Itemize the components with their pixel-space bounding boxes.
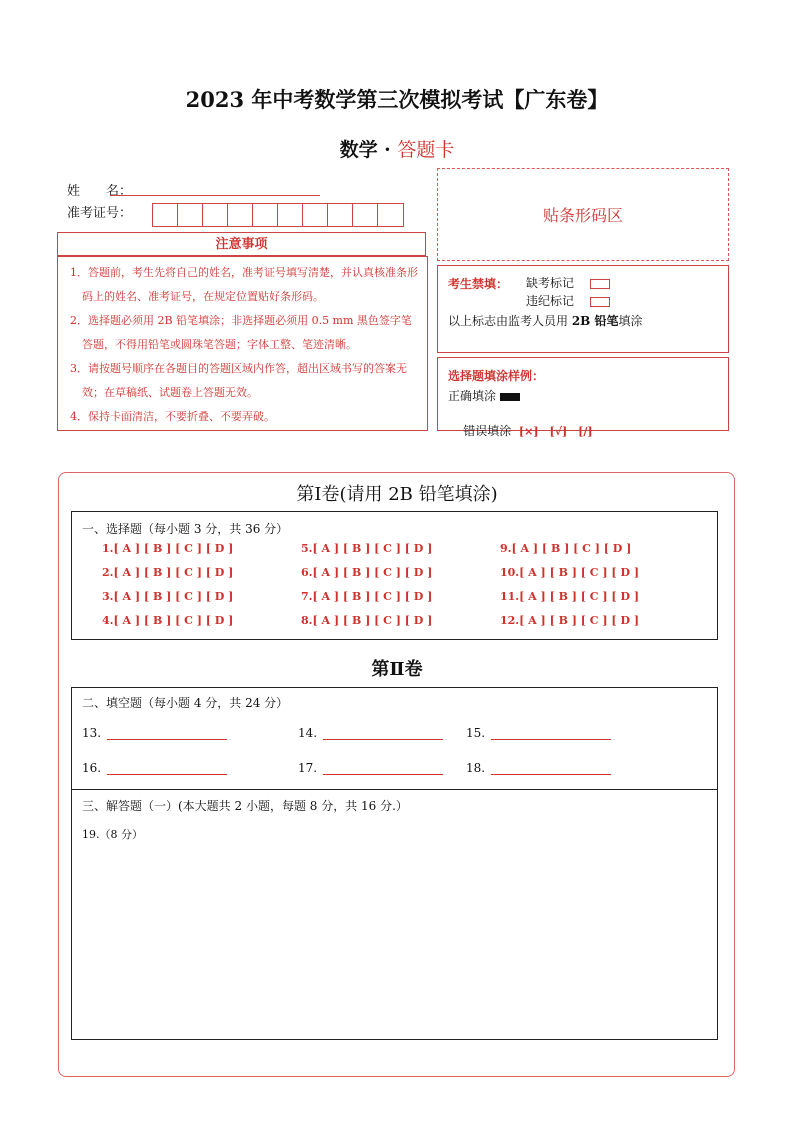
fill-answer-line[interactable] [323,729,443,740]
prohibit-box [437,265,729,353]
prohibit-note-suffix: 填涂 [618,314,643,328]
notes-item: 4．保持卡面清洁，不要折叠、不要弄破。 [70,410,275,423]
violation-mark-label: 违纪标记 [526,294,575,308]
absent-mark-row [526,274,610,291]
solve-section[interactable] [71,789,718,1040]
sample-title: 选择题填涂样例： [448,369,545,383]
question-19-label: 19.（8 分） [82,828,143,841]
fill-answer-line[interactable] [107,729,227,740]
fill-item-18 [466,761,611,775]
id-digit-cell[interactable] [278,204,303,226]
barcode-label: 贴条形码区 [542,206,623,225]
fill-section [71,687,718,790]
sample-box [437,357,729,438]
correct-fill-swatch [500,393,520,401]
prohibit-note [448,312,643,329]
choice-question[interactable]: 4.[ A ] [ B ] [ C ] [ D ] [102,614,234,627]
prohibit-note-bold: 2B 铅笔 [571,314,619,328]
notes-title: 注意事项 [57,232,426,256]
fill-number: 18. [466,761,486,775]
prohibit-label: 考生禁填： [448,277,509,291]
id-number-grid[interactable] [152,203,404,227]
choice-question[interactable]: 3.[ A ] [ B ] [ C ] [ D ] [102,590,234,603]
fill-item-13 [82,726,227,740]
fill-number: 13. [82,726,102,740]
fill-item-14 [298,726,443,740]
choice-col-2 [301,542,432,638]
barcode-area [437,168,729,261]
choice-section [71,511,718,640]
fill-heading: 二、填空题（每小题 4 分，共 24 分） [82,696,289,710]
choice-question[interactable]: 2.[ A ] [ B ] [ C ] [ D ] [102,566,234,579]
fill-number: 17. [298,761,318,775]
choice-question[interactable]: 7.[ A ] [ B ] [ C ] [ D ] [301,590,433,603]
card-subtitle [0,135,794,162]
volume1-title: 第Ⅰ卷(请用 2B 铅笔填涂) [296,484,498,505]
fill-number: 14. [298,726,318,740]
subtitle-subject: 数学 · [339,139,398,161]
choice-question[interactable]: 1.[ A ] [ B ] [ C ] [ D ] [102,542,234,555]
violation-mark-box[interactable] [590,297,610,307]
violation-mark-row [526,292,610,309]
subtitle-card: 答题卡 [397,139,455,161]
absent-mark-label: 缺考标记 [526,276,575,290]
fill-number: 16. [82,761,102,775]
page-title: 2023 年中考数学第三次模拟考试【广东卷】 [185,87,609,112]
choice-heading: 一、选择题（每小题 3 分，共 36 分） [82,522,289,536]
id-digit-cell[interactable] [253,204,278,226]
id-digit-cell[interactable] [178,204,203,226]
choice-question[interactable]: 11.[ A ] [ B ] [ C ] [ D ] [500,590,640,603]
fill-answer-line[interactable] [491,729,611,740]
name-label: 姓 名： [67,184,133,199]
solve-heading: 三、解答题（一）(本大题共 2 小题，每题 8 分，共 16 分.） [82,799,408,813]
notes-item: 2．选择题必须用 2B 铅笔填涂；非选择题必须用 0.5 mm 黑色签字笔答题，不得用铅笔或圆珠笔答题；字体工整、笔迹清晰。 [70,314,412,351]
fill-item-17 [298,761,443,775]
absent-mark-box[interactable] [590,279,610,289]
fill-item-15 [466,726,611,740]
fill-answer-line[interactable] [107,764,227,775]
choice-question[interactable]: 8.[ A ] [ B ] [ C ] [ D ] [301,614,433,627]
id-digit-cell[interactable] [353,204,378,226]
correct-fill-label: 正确填涂 [448,389,497,403]
fill-item-16 [82,761,227,775]
fill-number: 15. [466,726,486,740]
fill-answer-line[interactable] [491,764,611,775]
id-digit-cell[interactable] [153,204,178,226]
fill-answer-line[interactable] [323,764,443,775]
id-digit-cell[interactable] [203,204,228,226]
wrong-fill-marks: [×] [√] [/] [518,425,593,438]
id-digit-cell[interactable] [378,204,403,226]
choice-question[interactable]: 5.[ A ] [ B ] [ C ] [ D ] [301,542,433,555]
name-field[interactable] [110,195,320,196]
id-digit-cell[interactable] [328,204,353,226]
wrong-fill-row [448,408,593,453]
correct-fill-row [448,387,520,404]
choice-question[interactable]: 9.[ A ] [ B ] [ C ] [ D ] [500,542,632,555]
prohibit-note-prefix: 以上标志由监考人员用 [448,314,572,328]
id-digit-cell[interactable] [303,204,328,226]
wrong-fill-label: 错误填涂 [463,424,512,438]
choice-question[interactable]: 6.[ A ] [ B ] [ C ] [ D ] [301,566,433,579]
choice-question[interactable]: 12.[ A ] [ B ] [ C ] [ D ] [500,614,640,627]
choice-question[interactable]: 10.[ A ] [ B ] [ C ] [ D ] [500,566,640,579]
notes-item: 3．请按题号顺序在各题目的答题区域内作答，超出区域书写的答案无效；在草稿纸、试题卷上答题无效。 [70,362,407,399]
volume2-title: 第Ⅱ卷 [371,659,423,680]
notes-box [57,256,428,431]
notes-item: 1．答题前，考生先将自己的姓名，准考证号填写清楚，并认真核准条形码上的姓名、准考证号，在规定位置贴好条形码。 [70,266,418,303]
choice-col-3 [500,542,639,638]
choice-col-1 [102,542,233,638]
id-digit-cell[interactable] [228,204,253,226]
id-label: 准考证号： [67,206,133,221]
